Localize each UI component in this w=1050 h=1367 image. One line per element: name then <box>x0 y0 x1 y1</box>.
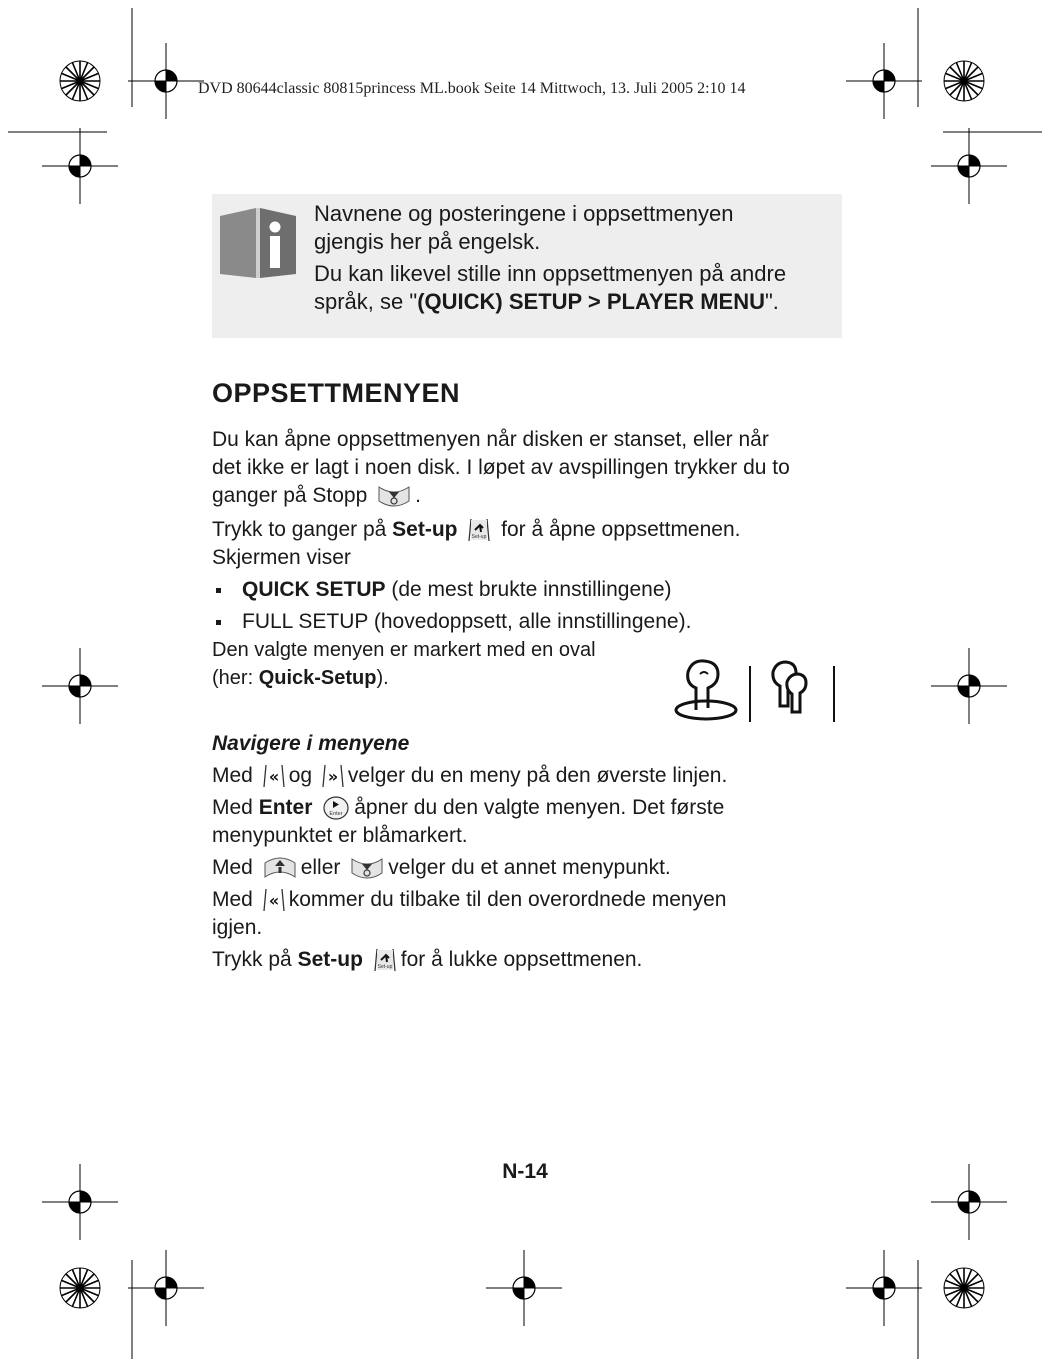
registration-star-icon <box>944 1268 984 1308</box>
note-line: språk, se "(QUICK) SETUP > PLAYER MENU". <box>314 289 779 314</box>
paragraph-line: igjen. <box>212 916 263 939</box>
paragraph-line: Med Enter Enter åpner du den valgte menyen. Det første <box>212 794 842 822</box>
full-setup-icon <box>773 662 834 722</box>
stop-button-icon <box>377 483 411 509</box>
list-item: QUICK SETUP (de mest brukte innstillingene) <box>212 576 842 604</box>
note-line: Navnene og posteringene i oppsettmenyen <box>314 201 734 226</box>
section-body <box>212 426 842 692</box>
crosshair-icon <box>846 43 922 119</box>
setup-menu-icons <box>674 658 840 724</box>
paragraph-line: ganger på Stopp . <box>212 482 842 510</box>
setup-button-icon <box>373 947 397 973</box>
paragraph-line: Med « og » velger du en meny på den øverste linjen. <box>212 762 842 790</box>
paragraph-line: Med « kommer du tilbake til den overordnede menyen <box>212 886 842 914</box>
setup-button-icon <box>467 517 491 543</box>
info-note <box>212 194 842 338</box>
crosshair-icon <box>931 648 1007 724</box>
menu-path: (QUICK) SETUP > PLAYER MENU <box>417 289 765 314</box>
registration-star-icon <box>60 1268 100 1308</box>
info-book-icon <box>218 206 298 281</box>
list-item: FULL SETUP (hovedoppsett, alle innstillingene). <box>212 608 842 636</box>
quick-setup-icon <box>676 661 750 722</box>
prev-button-icon <box>263 763 285 789</box>
crosshair-icon <box>42 648 118 724</box>
note-line: gjengis her på engelsk. <box>314 229 541 254</box>
paragraph-line: Trykk på Set-up Set-up for å lukke oppsettmenen. <box>212 946 842 974</box>
enter-button-icon <box>322 795 350 821</box>
registration-star-icon <box>944 61 984 101</box>
section-title: OPPSETTMENYEN <box>212 378 461 408</box>
crosshair-icon <box>846 1250 922 1326</box>
paragraph-line: (her: Quick-Setup). <box>212 667 389 689</box>
prev-button-icon <box>263 887 285 913</box>
crosshair-icon <box>42 128 118 204</box>
paragraph-line: menypunktet er blåmarkert. <box>212 824 468 847</box>
paragraph-line: Med eller velger du et annet menypunkt. <box>212 854 842 882</box>
svg-text:«: « <box>268 891 279 911</box>
navigation-section <box>212 730 842 974</box>
svg-text:«: « <box>268 767 279 787</box>
svg-text:Set-up: Set-up <box>377 964 393 971</box>
paragraph-line: Den valgte menyen er markert med en oval <box>212 639 596 661</box>
next-button-icon <box>322 763 344 789</box>
paragraph-line: det ikke er lagt i noen disk. I løpet av avspillingen trykker du to <box>212 456 790 479</box>
page-number: N-14 <box>502 1160 548 1183</box>
down-button-icon <box>350 855 384 881</box>
crosshair-icon <box>128 1250 204 1326</box>
print-header: DVD 80644classic 80815princess ML.book Seite 14 Mittwoch, 13. Juli 2005 2:10 14 <box>198 80 746 97</box>
crosshair-icon <box>486 1250 562 1326</box>
crosshair-icon <box>931 128 1007 204</box>
paragraph-line: Du kan åpne oppsettmenyen når disken er stanset, eller når <box>212 428 769 451</box>
svg-text:»: » <box>327 767 339 787</box>
paragraph-line: Trykk to ganger på Set-up Set-up for å åpne oppsettmenen. <box>212 516 842 544</box>
crosshair-icon <box>128 43 204 119</box>
subsection-title: Navigere i menyene <box>212 732 410 755</box>
svg-text:Set-up: Set-up <box>471 534 487 541</box>
paragraph-line: Skjermen viser <box>212 546 351 569</box>
svg-text:Enter: Enter <box>329 811 343 818</box>
up-button-icon <box>263 855 297 881</box>
note-line: Du kan likevel stille inn oppsettmenyen på andre <box>314 261 787 286</box>
registration-star-icon <box>60 61 100 101</box>
